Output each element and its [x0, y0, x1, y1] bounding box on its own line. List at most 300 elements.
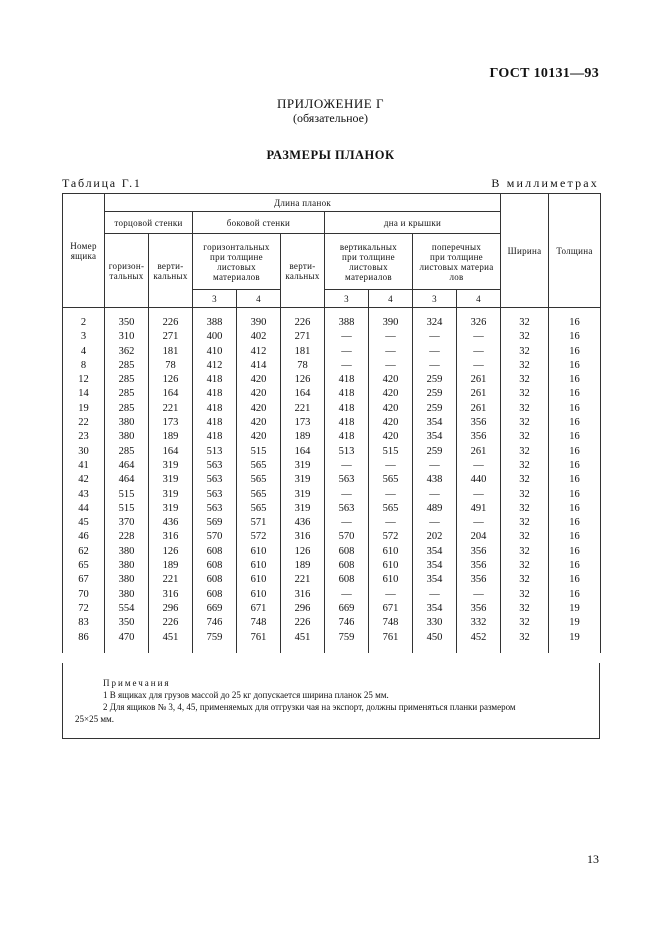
table-cell: 189	[281, 559, 325, 573]
table-row	[63, 488, 601, 502]
table-cell: 22	[63, 416, 105, 430]
table-cell: 46	[63, 530, 105, 544]
header-end-vertical: верти- кальных	[149, 234, 193, 308]
table-cell: 4	[63, 345, 105, 359]
table-cell: 67	[63, 573, 105, 587]
table-cell: 759	[193, 631, 237, 653]
standard-number: ГОСТ 10131—93	[489, 66, 599, 81]
table-cell: 671	[237, 602, 281, 616]
table-cell: 570	[193, 530, 237, 544]
table-cell: 420	[237, 402, 281, 416]
table-cell: —	[413, 516, 457, 530]
table-cell: 32	[501, 530, 549, 544]
header-side-wall: боковой стенки	[193, 212, 325, 234]
header-thickness-3: 3	[193, 290, 237, 308]
table-cell: 16	[549, 459, 601, 473]
table-cell: 32	[501, 545, 549, 559]
table-cell: —	[369, 588, 413, 602]
table-cell: 261	[457, 387, 501, 401]
table-cell: —	[457, 359, 501, 373]
table-cell: 16	[549, 345, 601, 359]
table-cell: 78	[149, 359, 193, 373]
table-cell: 761	[237, 631, 281, 653]
table-cell: 436	[149, 516, 193, 530]
table-cell: 420	[369, 373, 413, 387]
table-cell: 32	[501, 516, 549, 530]
table-cell: 316	[149, 588, 193, 602]
header-plank-length: Длина планок	[105, 194, 501, 212]
table-cell: 78	[281, 359, 325, 373]
table-cell: 83	[63, 616, 105, 630]
table-cell: 173	[149, 416, 193, 430]
table-cell: 610	[237, 559, 281, 573]
table-cell: 173	[281, 416, 325, 430]
table-cell: 610	[369, 573, 413, 587]
table-cell: —	[369, 345, 413, 359]
table-cell: 489	[413, 502, 457, 516]
table-row	[63, 308, 601, 331]
table-cell: 563	[193, 488, 237, 502]
table-cell: 608	[193, 588, 237, 602]
table-cell: 515	[369, 445, 413, 459]
table-cell: —	[369, 330, 413, 344]
table-cell: 513	[325, 445, 369, 459]
table-cell: 418	[193, 416, 237, 430]
table-cell: 42	[63, 473, 105, 487]
table-cell: —	[325, 488, 369, 502]
table-cell: 16	[549, 545, 601, 559]
table-cell: 324	[413, 308, 457, 331]
table-cell: 418	[325, 402, 369, 416]
table-cell: 23	[63, 430, 105, 444]
table-cell: 513	[193, 445, 237, 459]
table-cell: 390	[369, 308, 413, 331]
table-cell: 32	[501, 416, 549, 430]
table-cell: 16	[549, 530, 601, 544]
table-cell: 464	[105, 459, 149, 473]
table-cell: 570	[325, 530, 369, 544]
table-cell: 571	[237, 516, 281, 530]
table-cell: 32	[501, 445, 549, 459]
table-cell: 126	[149, 373, 193, 387]
appendix-status: (обязательное)	[293, 111, 368, 125]
table-cell: 354	[413, 430, 457, 444]
table-cell: 19	[549, 631, 601, 653]
table-row	[63, 345, 601, 359]
table-cell: 16	[549, 430, 601, 444]
table-cell: —	[457, 330, 501, 344]
table-cell: 261	[457, 445, 501, 459]
table-cell: 380	[105, 430, 149, 444]
table-cell: 565	[369, 473, 413, 487]
table-cell: —	[369, 488, 413, 502]
table-cell: 30	[63, 445, 105, 459]
table-cell: 565	[369, 502, 413, 516]
table-cell: 420	[237, 387, 281, 401]
table-cell: —	[325, 359, 369, 373]
table-cell: 746	[325, 616, 369, 630]
table-cell: 32	[501, 402, 549, 416]
table-cell: —	[457, 345, 501, 359]
page-number: 13	[587, 852, 599, 866]
table-cell: 19	[549, 602, 601, 616]
table-cell: 515	[237, 445, 281, 459]
table-cell: 32	[501, 359, 549, 373]
table-cell: 354	[413, 573, 457, 587]
table-cell: 491	[457, 502, 501, 516]
table-cell: —	[457, 488, 501, 502]
table-row	[63, 445, 601, 459]
table-cell: 470	[105, 631, 149, 653]
table-cell: 608	[193, 545, 237, 559]
table-body	[63, 308, 601, 653]
table-cell: 572	[237, 530, 281, 544]
table-cell: 43	[63, 488, 105, 502]
table-cell: 563	[325, 502, 369, 516]
table-cell: 420	[237, 416, 281, 430]
table-cell: 261	[457, 373, 501, 387]
table-cell: 565	[237, 473, 281, 487]
table-cell: —	[325, 345, 369, 359]
table-cell: 32	[501, 631, 549, 653]
table-cell: 16	[549, 416, 601, 430]
units-label: В миллиметрах	[491, 176, 599, 190]
header-side-vertical: верти- кальных	[281, 234, 325, 308]
table-cell: —	[413, 359, 457, 373]
table-cell: 126	[281, 373, 325, 387]
table-cell: 761	[369, 631, 413, 653]
table-cell: 296	[149, 602, 193, 616]
table-cell: —	[457, 459, 501, 473]
table-cell: 436	[281, 516, 325, 530]
table-cell: 400	[193, 330, 237, 344]
table-cell: 226	[149, 616, 193, 630]
table-cell: 420	[369, 430, 413, 444]
table-cell: 362	[105, 345, 149, 359]
table-cell: 515	[105, 488, 149, 502]
header-thickness-4: 4	[369, 290, 413, 308]
table-cell: 32	[501, 559, 549, 573]
table-cell: 608	[325, 545, 369, 559]
table-cell: 316	[281, 588, 325, 602]
table-cell: 259	[413, 402, 457, 416]
table-cell: 221	[149, 402, 193, 416]
table-cell: 16	[549, 402, 601, 416]
table-cell: —	[413, 488, 457, 502]
table-cell: 330	[413, 616, 457, 630]
table-cell: 202	[413, 530, 457, 544]
header-side-horizontal: горизонтальных при толщине листовых материалов	[193, 234, 281, 290]
notes-heading: Примечания	[103, 678, 171, 688]
table-cell: 380	[105, 416, 149, 430]
table-cell: 126	[281, 545, 325, 559]
table-cell: 319	[281, 502, 325, 516]
table-cell: —	[413, 459, 457, 473]
table-cell: —	[325, 588, 369, 602]
header-end-horizontal: горизон- тальных	[105, 234, 149, 308]
table-row	[63, 402, 601, 416]
table-cell: 285	[105, 445, 149, 459]
table-cell: 608	[325, 573, 369, 587]
table-cell: 319	[281, 473, 325, 487]
table-cell: 451	[281, 631, 325, 653]
table-cell: 418	[325, 387, 369, 401]
table-cell: 450	[413, 631, 457, 653]
table-cell: 418	[193, 387, 237, 401]
note-1: 1 В ящиках для грузов массой до 25 кг допускается ширина планок 25 мм.	[103, 690, 389, 700]
table-cell: 610	[369, 559, 413, 573]
table-cell: 32	[501, 330, 549, 344]
table-cell: 285	[105, 387, 149, 401]
table-cell: 16	[549, 330, 601, 344]
table-cell: 16	[549, 373, 601, 387]
table-cell: 748	[237, 616, 281, 630]
table-cell: 420	[237, 373, 281, 387]
table-cell: 316	[149, 530, 193, 544]
table-cell: 319	[149, 488, 193, 502]
table-cell: 62	[63, 545, 105, 559]
table-cell: —	[369, 359, 413, 373]
table-cell: 3	[63, 330, 105, 344]
table-cell: 16	[549, 502, 601, 516]
table-cell: 16	[549, 488, 601, 502]
table-cell: 354	[413, 545, 457, 559]
table-cell: 16	[549, 573, 601, 587]
table-cell: 326	[457, 308, 501, 331]
table-cell: 189	[149, 430, 193, 444]
table-row	[63, 516, 601, 530]
table-row	[63, 530, 601, 544]
table-cell: 746	[193, 616, 237, 630]
page-title: РАЗМЕРЫ ПЛАНОК	[266, 148, 395, 162]
table-cell: 554	[105, 602, 149, 616]
table-cell: 388	[325, 308, 369, 331]
note-2: 2 Для ящиков № 3, 4, 45, применяемых для отгрузки чая на экспорт, должны применяться планки размером	[103, 702, 516, 712]
table-row	[63, 359, 601, 373]
table-cell: 354	[413, 559, 457, 573]
table-row	[63, 459, 601, 473]
header-thickness-4: 4	[237, 290, 281, 308]
table-row	[63, 602, 601, 616]
table-cell: 32	[501, 345, 549, 359]
table-cell: 410	[193, 345, 237, 359]
table-cell: 16	[549, 445, 601, 459]
table-cell: 226	[281, 308, 325, 331]
table-cell: 356	[457, 430, 501, 444]
table-cell: —	[325, 330, 369, 344]
table-cell: —	[457, 516, 501, 530]
table-cell: 608	[325, 559, 369, 573]
table-cell: 390	[237, 308, 281, 331]
table-cell: 204	[457, 530, 501, 544]
table-cell: 380	[105, 588, 149, 602]
table-cell: 608	[193, 559, 237, 573]
header-end-wall: торцовой стенки	[105, 212, 193, 234]
table-cell: —	[369, 516, 413, 530]
table-cell: 420	[237, 430, 281, 444]
table-cell: 759	[325, 631, 369, 653]
table-cell: 16	[549, 308, 601, 331]
table-cell: 2	[63, 308, 105, 331]
table-cell: 380	[105, 573, 149, 587]
header-width: Ширина	[501, 194, 549, 308]
table-cell: —	[413, 588, 457, 602]
table-cell: 221	[281, 402, 325, 416]
header-box-number: Номер ящика	[63, 194, 105, 308]
table-cell: 32	[501, 488, 549, 502]
table-row	[63, 387, 601, 401]
table-cell: —	[325, 459, 369, 473]
header-bottom-lid: дна и крышки	[325, 212, 501, 234]
table-cell: 418	[193, 373, 237, 387]
table-cell: 16	[549, 588, 601, 602]
table-cell: 41	[63, 459, 105, 473]
table-cell: 285	[105, 373, 149, 387]
table-cell: 388	[193, 308, 237, 331]
table-row	[63, 373, 601, 387]
table-cell: 319	[281, 459, 325, 473]
table-row	[63, 631, 601, 653]
table-row	[63, 430, 601, 444]
table-cell: 418	[325, 430, 369, 444]
table-cell: 181	[149, 345, 193, 359]
table-cell: 438	[413, 473, 457, 487]
table-cell: 569	[193, 516, 237, 530]
table-cell: 8	[63, 359, 105, 373]
table-cell: —	[413, 345, 457, 359]
table-label: Таблица Г.1	[62, 176, 142, 190]
table-cell: 259	[413, 373, 457, 387]
table-cell: 44	[63, 502, 105, 516]
table-cell: 356	[457, 559, 501, 573]
table-cell: 610	[237, 588, 281, 602]
table-cell: 418	[193, 430, 237, 444]
table-cell: 259	[413, 387, 457, 401]
header-thickness: Толщина	[549, 194, 601, 308]
table-cell: 669	[325, 602, 369, 616]
table-cell: 32	[501, 473, 549, 487]
table-cell: 14	[63, 387, 105, 401]
table-cell: 563	[193, 459, 237, 473]
planks-table	[62, 193, 601, 653]
table-cell: 226	[281, 616, 325, 630]
table-cell: 310	[105, 330, 149, 344]
table-cell: 16	[549, 387, 601, 401]
table-cell: 356	[457, 545, 501, 559]
header-bottom-transverse: поперечных при толщине листовых материа лов	[413, 234, 501, 290]
table-cell: 420	[369, 387, 413, 401]
table-cell: 70	[63, 588, 105, 602]
table-cell: 16	[549, 516, 601, 530]
table-cell: 748	[369, 616, 413, 630]
table-cell: 164	[149, 387, 193, 401]
table-cell: 420	[369, 416, 413, 430]
table-cell: 32	[501, 502, 549, 516]
table-cell: 72	[63, 602, 105, 616]
table-cell: —	[457, 588, 501, 602]
table-cell: 418	[325, 416, 369, 430]
table-row	[63, 573, 601, 587]
table-cell: 189	[281, 430, 325, 444]
table-cell: —	[325, 516, 369, 530]
table-cell: 420	[369, 402, 413, 416]
table-cell: 164	[281, 387, 325, 401]
table-cell: 354	[413, 602, 457, 616]
table-cell: 319	[149, 502, 193, 516]
table-cell: 332	[457, 616, 501, 630]
table-row	[63, 330, 601, 344]
table-cell: 451	[149, 631, 193, 653]
table-cell: 32	[501, 459, 549, 473]
table-row	[63, 545, 601, 559]
table-cell: 356	[457, 573, 501, 587]
table-cell: 126	[149, 545, 193, 559]
table-cell: 418	[193, 402, 237, 416]
table-cell: 515	[105, 502, 149, 516]
table-cell: 12	[63, 373, 105, 387]
header-bottom-vertical: вертикальных при толщине листовых материалов	[325, 234, 413, 290]
table-cell: 32	[501, 602, 549, 616]
table-cell: 563	[193, 502, 237, 516]
table-cell: 32	[501, 430, 549, 444]
table-cell: 380	[105, 545, 149, 559]
table-row	[63, 616, 601, 630]
table-row	[63, 559, 601, 573]
table-cell: 354	[413, 416, 457, 430]
header-thickness-4: 4	[457, 290, 501, 308]
appendix-title: ПРИЛОЖЕНИЕ Г	[277, 96, 384, 111]
table-cell: 65	[63, 559, 105, 573]
table-cell: 402	[237, 330, 281, 344]
table-cell: 412	[193, 359, 237, 373]
table-cell: 565	[237, 488, 281, 502]
table-cell: 221	[281, 573, 325, 587]
table-cell: 16	[549, 559, 601, 573]
table-cell: 32	[501, 616, 549, 630]
table-cell: 319	[281, 488, 325, 502]
table-cell: 418	[325, 373, 369, 387]
table-cell: 32	[501, 387, 549, 401]
table-cell: 164	[281, 445, 325, 459]
table-cell: 356	[457, 416, 501, 430]
table-cell: 608	[193, 573, 237, 587]
table-cell: 572	[369, 530, 413, 544]
table-cell: 86	[63, 631, 105, 653]
table-cell: 296	[281, 602, 325, 616]
table-cell: 464	[105, 473, 149, 487]
table-cell: 45	[63, 516, 105, 530]
table-cell: 565	[237, 502, 281, 516]
table-cell: 181	[281, 345, 325, 359]
table-cell: 370	[105, 516, 149, 530]
table-cell: 316	[281, 530, 325, 544]
table-cell: 412	[237, 345, 281, 359]
table-cell: 350	[105, 308, 149, 331]
table-row	[63, 588, 601, 602]
header-thickness-3: 3	[413, 290, 457, 308]
table-cell: 356	[457, 602, 501, 616]
table-cell: 32	[501, 373, 549, 387]
table-cell: 563	[193, 473, 237, 487]
table-cell: 285	[105, 359, 149, 373]
table-cell: 228	[105, 530, 149, 544]
table-cell: 16	[549, 473, 601, 487]
table-notes	[62, 663, 600, 739]
table-cell: 563	[325, 473, 369, 487]
table-cell: 610	[369, 545, 413, 559]
table-cell: 19	[549, 616, 601, 630]
table-cell: 271	[281, 330, 325, 344]
